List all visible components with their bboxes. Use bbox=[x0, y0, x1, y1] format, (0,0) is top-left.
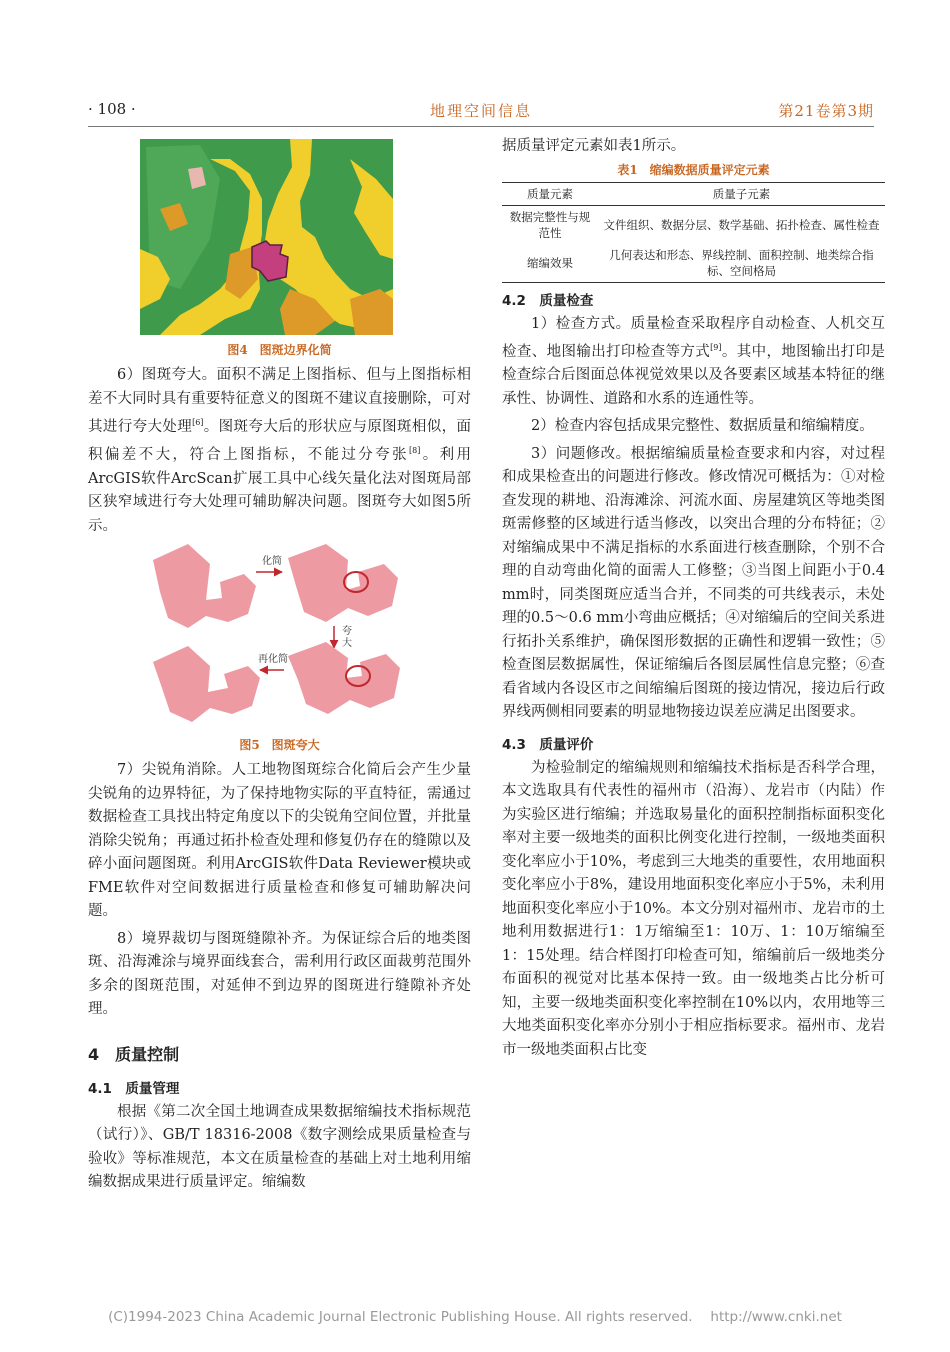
table-header-subelement: 质量子元素 bbox=[598, 182, 885, 205]
section-4-1-heading: 4.1 质量管理 bbox=[88, 1080, 180, 1097]
issue-label: 第21卷第3期 bbox=[778, 102, 874, 120]
paragraph-4-1: 根据《第二次全国土地调查成果数据缩编技术指标规范（试行）》、GB/T 18316-2008《数字测绘成果质量检查与验收》等标准规范，本文在质量检查的基础上对土地利用缩编数据成果进行质量评定。缩编数 bbox=[88, 1103, 471, 1191]
table-1 bbox=[502, 182, 885, 283]
page-number: · 108 · bbox=[88, 100, 136, 118]
figure-5-diagram bbox=[148, 542, 410, 730]
table-row: 数据完整性与规范性 文件组织、数据分层、数学基础、拓扑检查、属性检查 bbox=[509, 209, 880, 240]
page-header bbox=[88, 96, 874, 127]
right-column bbox=[502, 135, 885, 1062]
paragraph-continued: 据质量评定元素如表1所示。 bbox=[502, 138, 686, 154]
section-4-heading: 4 质量控制 bbox=[88, 1044, 180, 1064]
paragraph-4-2-1: 1）检查方式。质量检查采取程序自动检查、人机交互检查、地图输出打印检查等方式[9]。其中，地图输出打印是检查综合后图面总体视觉效果以及各要素区域基本特征的继承性、协调性、道路和水系的连通性等。 bbox=[502, 315, 886, 407]
figure-5-caption: 图5 图斑夸大 bbox=[239, 738, 320, 753]
paragraph-4-3: 为检验制定的缩编规则和缩编技术指标是否科学合理，本文选取具有代表性的福州市（沿海）、龙岩市（内陆）作为实验区进行缩编；并选取易量化的面积控制指标面积变化率对主要一级地类的面积比例变化进行控制，一级地类面积变化率应小于10%，考虑到三大地类的重要性，农用地面积变化率应小于8%，建设用地面积变化率应小于5%，未利用地面积变化率应小于10%。本文分别对福州市、龙岩市的土地利用数据进行1：1万缩编至1：10万、1：10万缩编至1：15处理。结合样图打印检查可知，缩编前后一级地类分布面积的视觉对比基本保持一致。由一级地类占比分析可知，主要一级地类面积变化率控制在10%以内，农用地等三大地类面积变化率亦分别小于相应指标要求。福州市、龙岩市一级地类面积占比变 bbox=[502, 759, 885, 1058]
table-header-element: 质量元素 bbox=[502, 182, 598, 205]
figure-4-map bbox=[140, 139, 393, 335]
label-simplify: 化简 bbox=[262, 556, 282, 568]
section-4-3-heading: 4.3 质量评价 bbox=[502, 736, 594, 753]
paragraph-7: 7）尖锐角消除。人工地物图斑综合化简后会产生少量尖锐角的边界特征，为了保持地物实际的平直特征，需通过数据检查工具找出特定角度以下的尖锐角空间位置，并批量消除尖锐角；再通过拓扑检查处理和修复仍存在的缝隙以及碎小面问题图斑。利用ArcGIS软件Data Reviewer模块或FME软件对空间数据进行质量检查和修复可辅助解决问题。 bbox=[88, 762, 471, 920]
paragraph-4-2-3: 3）问题修改。根据缩编质量检查要求和内容，对过程和成果检查出的问题进行修改。修改情况可概括为：①对检查发现的耕地、沿海滩涂、河流水面、房屋建筑区等地类图斑需修整的区域进行适当修改，以突出合理的分布特征；②对缩编成果中不满足指标的水系面进行核查删除，个别不合理的自动弯曲化简的面需人工修整；③当图上间距小于0.4 mm时，同类图斑应适当合并，不同类的可共线表示，未处理的0.5～0.6 mm小弯曲应概括；④对缩编后的空间关系进行拓扑关系维护，确保图形数据的正确性和逻辑一致性；⑤检查图层数据属性，保证缩编后各图层属性信息完整；⑥查看省域内各设区市之间缩编后图斑的接边情况，接边后行政界线两侧相同要素的明显地物接边误差应满足出图要求。 bbox=[502, 445, 885, 721]
label-exaggerate-1: 夸 bbox=[342, 626, 352, 638]
table-row: 缩编效果 几何表达和形态、界线控制、面积控制、地类综合指标、空间格局 bbox=[502, 244, 885, 283]
copyright-footer: (C)1994-2023 China Academic Journal Electronic Publishing House. All rights reserved. http://www.cnki.net bbox=[108, 1309, 842, 1325]
paragraph-8: 8）境界裁切与图斑缝隙补齐。为保证综合后的地类图斑、沿海滩涂与境界面线套合，需利用行政区面裁剪范围外多余的图斑范围，对延伸不到边界的图斑进行缝隙补齐处理。 bbox=[88, 930, 471, 1018]
left-column bbox=[88, 135, 471, 1195]
section-4-2-heading: 4.2 质量检查 bbox=[502, 292, 594, 309]
figure-4-caption: 图4 图斑边界化简 bbox=[227, 343, 332, 357]
paragraph-6: 6）图斑夸大。面积不满足上图指标、但与上图指标相差不大同时具有重要特征意义的图斑不建议直接删除，可对其进行夸大处理[6]。图斑夸大后的形状应与原图斑相似，面积偏差不大，符合上图指标，不能过分夸张[8]。利用ArcGIS软件ArcScan扩展工具中心线矢量化法对图斑局部区狭窄域进行夸大处理可辅助解决问题。图斑夸大如图5所示。 bbox=[88, 367, 472, 534]
table-1-caption: 表1 缩编数据质量评定元素 bbox=[617, 162, 770, 177]
paragraph-4-2-2: 2）检查内容包括成果完整性、数据质量和缩编精度。 bbox=[531, 418, 874, 435]
journal-title: 地理空间信息 bbox=[429, 102, 532, 120]
label-exaggerate-2: 大 bbox=[342, 638, 352, 650]
label-resimplify: 再化简 bbox=[258, 654, 288, 666]
